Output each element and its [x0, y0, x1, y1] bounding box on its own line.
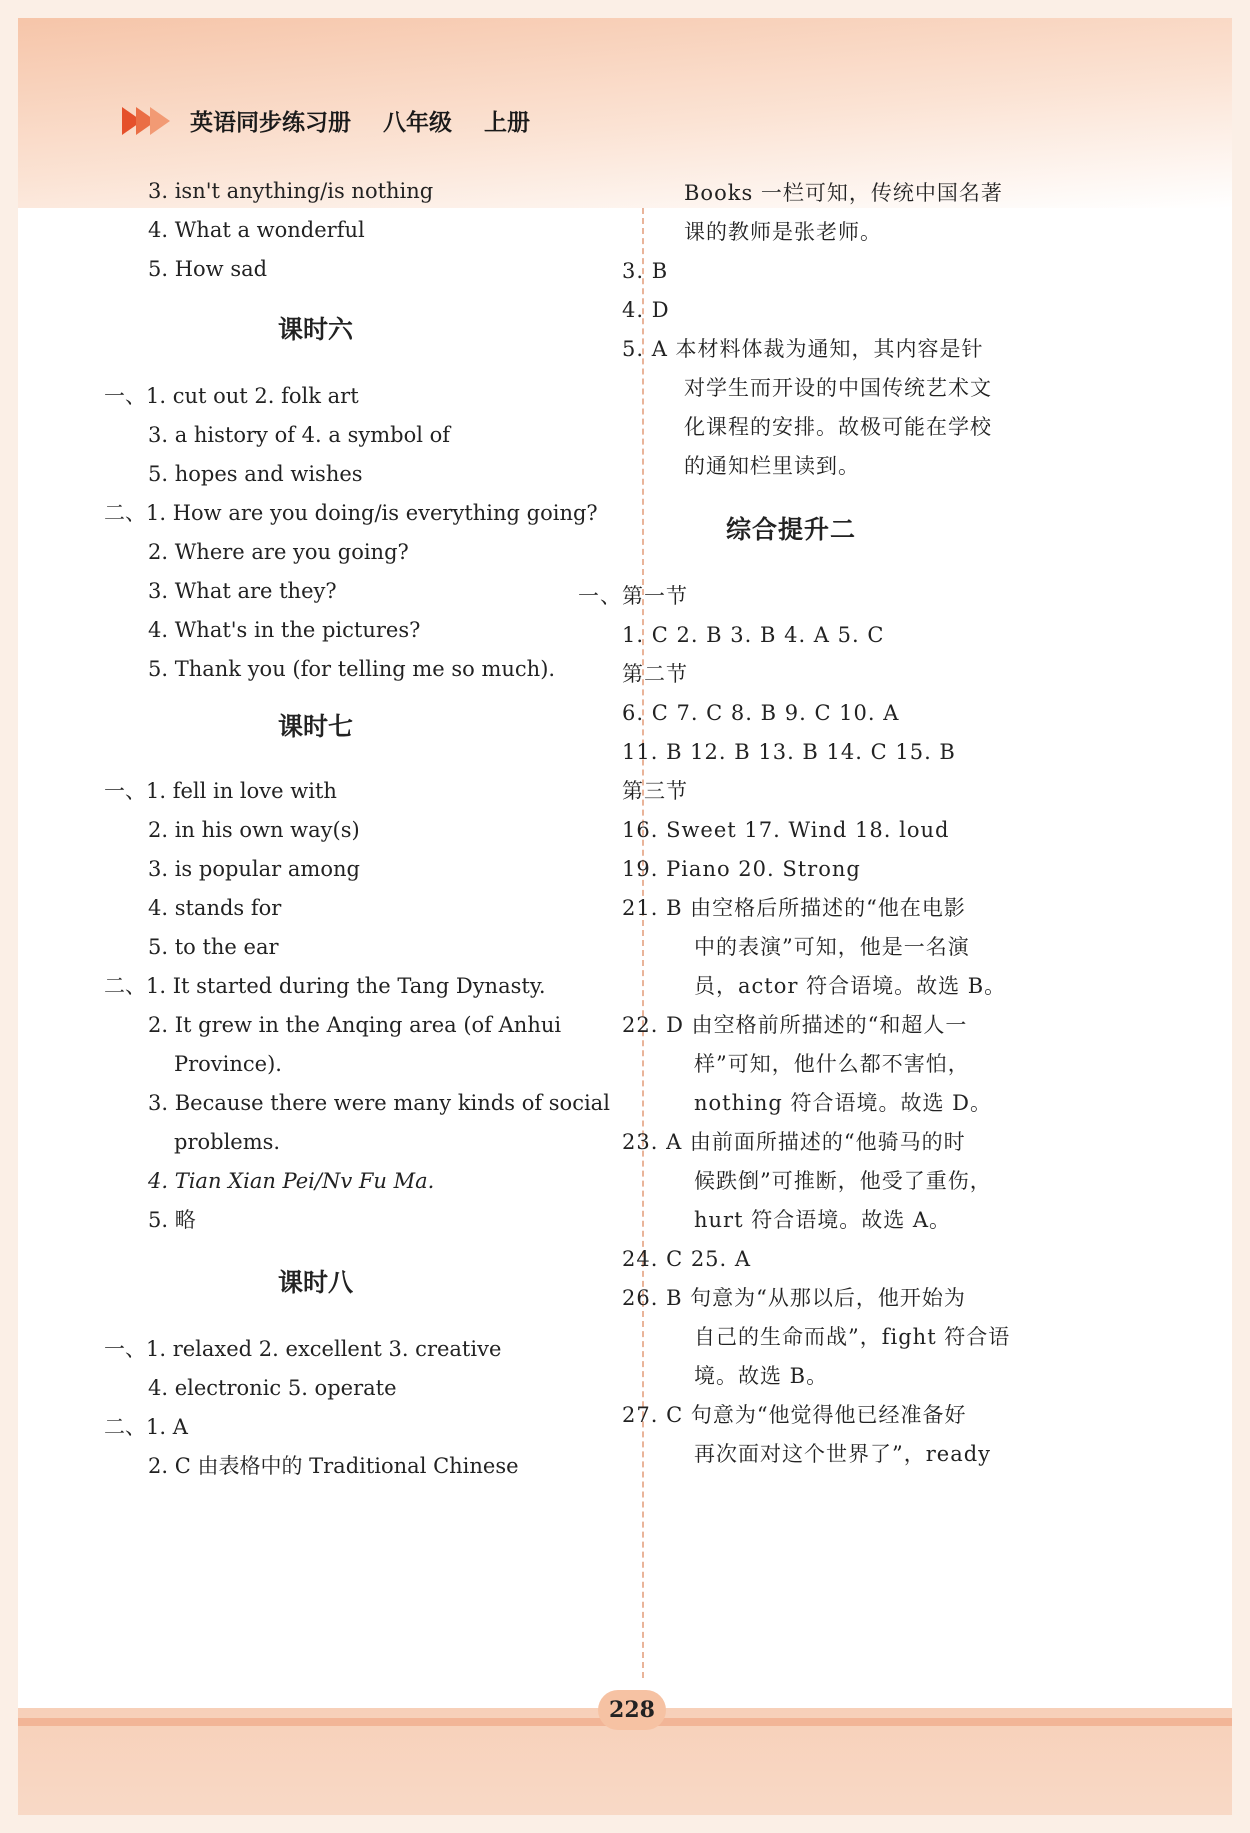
answer-line: 22. D 由空格前所描述的“和超人一: [622, 1013, 968, 1037]
page-number: 228: [598, 1690, 666, 1730]
answer-line: 4. Tian Xian Pei/Nv Fu Ma.: [148, 1169, 435, 1193]
answer-line: 5. hopes and wishes: [148, 462, 363, 486]
section-heading: 课时七: [278, 712, 354, 741]
answer-line: 4. electronic 5. operate: [148, 1376, 397, 1400]
answer-line: nothing 符合语境。故选 D。: [694, 1091, 993, 1115]
answer-line: 5. to the ear: [148, 935, 279, 959]
answer-line: 再次面对这个世界了”，ready: [694, 1442, 992, 1466]
answer-line: 3. a history of 4. a symbol of: [148, 423, 451, 447]
answer-line: 21. B 由空格后所描述的“他在电影: [622, 896, 966, 920]
answer-line: 4. D: [622, 298, 670, 322]
volume-label: 上册: [484, 110, 531, 136]
answer-line: 二、1. A: [104, 1415, 188, 1439]
answer-line: 3. B: [622, 259, 669, 283]
section-heading: 综合提升二: [726, 515, 857, 544]
answer-line: Province).: [174, 1052, 282, 1076]
answer-line: 24. C 25. A: [622, 1247, 752, 1271]
answer-line: 5. Thank you (for telling me so much).: [148, 657, 556, 681]
answer-line: 5. How sad: [148, 257, 268, 281]
column-divider: [642, 208, 644, 1678]
answer-line: 16. Sweet 17. Wind 18. loud: [622, 818, 950, 842]
answer-line: 二、1. It started during the Tang Dynasty.: [104, 974, 546, 998]
answer-line: 2. in his own way(s): [148, 818, 360, 842]
answer-line: 境。故选 B。: [694, 1364, 829, 1388]
answer-line: 3. is popular among: [148, 857, 360, 881]
section-heading: 课时八: [278, 1268, 354, 1297]
answer-line: 课的教师是张老师。: [684, 220, 882, 244]
answer-line: 样”可知，他什么都不害怕，: [694, 1052, 970, 1076]
answer-line: 第二节: [622, 662, 688, 686]
answer-line: 27. C 句意为“他觉得他已经准备好: [622, 1403, 967, 1427]
answer-line: 3. Because there were many kinds of social: [148, 1091, 610, 1115]
answer-line: 2. Where are you going?: [148, 540, 409, 564]
answer-line: 23. A 由前面所描述的“他骑马的时: [622, 1130, 966, 1154]
grade-label: 八年级: [383, 110, 453, 136]
arrow-icon: [122, 107, 164, 135]
answer-line: 1. C 2. B 3. B 4. A 5. C: [622, 623, 885, 647]
book-title: 英语同步练习册: [190, 110, 351, 136]
answer-line: 的通知栏里读到。: [684, 454, 860, 478]
answer-line: 第三节: [622, 779, 688, 803]
answer-line: Books 一栏可知，传统中国名著: [684, 181, 1003, 205]
answer-line: 11. B 12. B 13. B 14. C 15. B: [622, 740, 956, 764]
answer-line: 化课程的安排。故极可能在学校: [684, 415, 992, 439]
answer-line: hurt 符合语境。故选 A。: [694, 1208, 952, 1232]
answer-line: 一、1. cut out 2. folk art: [104, 384, 359, 408]
answer-line: 二、1. How are you doing/is everything going?: [104, 501, 598, 525]
answer-line: 3. isn't anything/is nothing: [148, 179, 434, 203]
page: [18, 18, 1232, 1815]
answer-line: 一、1. fell in love with: [104, 779, 337, 803]
answer-line: 2. It grew in the Anqing area (of Anhui: [148, 1013, 562, 1037]
answer-line: 4. What a wonderful: [148, 218, 365, 242]
answer-line: 一、第一节: [578, 584, 688, 608]
section-heading: 课时六: [278, 315, 354, 344]
answer-line: 2. C 由表格中的 Traditional Chinese: [148, 1454, 519, 1478]
answer-line: 5. A 本材料体裁为通知，其内容是针: [622, 337, 984, 361]
running-header: [122, 104, 554, 137]
answer-line: problems.: [174, 1130, 281, 1154]
answer-line: 自己的生命而战”，fight 符合语: [694, 1325, 1011, 1349]
answer-line: 19. Piano 20. Strong: [622, 857, 861, 881]
answer-line: 候跌倒”可推断，他受了重伤，: [694, 1169, 992, 1193]
answer-line: 对学生而开设的中国传统艺术文: [684, 376, 992, 400]
answer-line: 6. C 7. C 8. B 9. C 10. A: [622, 701, 900, 725]
answer-line: 3. What are they?: [148, 579, 337, 603]
answer-line: 4. What's in the pictures?: [148, 618, 421, 642]
answer-line: 26. B 句意为“从那以后，他开始为: [622, 1286, 966, 1310]
answer-line: 5. 略: [148, 1208, 196, 1232]
answer-line: 中的表演”可知，他是一名演: [694, 935, 970, 959]
answer-line: 员，actor 符合语境。故选 B。: [694, 974, 1007, 998]
answer-line: 4. stands for: [148, 896, 282, 920]
answer-line: 一、1. relaxed 2. excellent 3. creative: [104, 1337, 502, 1361]
